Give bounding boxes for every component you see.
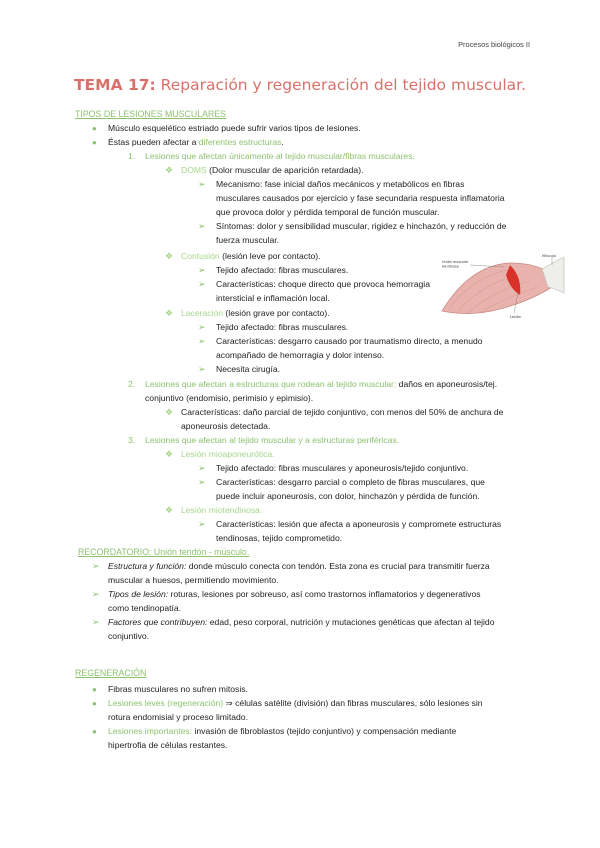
arrow-bullet-icon: ➢: [198, 519, 206, 529]
arrow-bullet-icon: ➢: [198, 179, 206, 189]
list-item: Lesiones leves (regeneración) ⇒ células satélite (división) dan fibras musculares, sólo lesiones sin: [108, 698, 483, 708]
sub-item-mioaponeurotica: Lesión mioaponeurótica.: [181, 449, 275, 459]
text-line: Necesita cirugía.: [216, 364, 281, 374]
text-line: acompañado de hemorragia y dolor intenso.: [216, 350, 385, 360]
diamond-bullet-icon: ❖: [165, 449, 174, 459]
numbered-item: Lesiones que afectan a estructuras que rodean al tejido muscular: daños en aponeurosis/tej.: [145, 379, 498, 389]
arrow-bullet-icon: ➢: [92, 589, 100, 599]
arrow-bullet-icon: ➢: [198, 364, 206, 374]
bullet-icon: ●: [92, 727, 97, 736]
list-number: 1.: [128, 151, 136, 161]
numbered-item: Lesiones que afectan únicamente al tejido muscular/fibras musculares.: [145, 151, 415, 161]
list-item: Lesiones importantes: invasión de fibroblastos (tejido conjuntivo) y compensación mediante: [108, 726, 457, 736]
text-line: intersticial e inflamación local.: [216, 293, 330, 303]
image-label: tendinosa: [442, 264, 459, 269]
image-label: Unión muscular: [442, 260, 469, 264]
list-item: Músculo esquelético estriado puede sufrir varios tipos de lesiones.: [108, 123, 361, 133]
text-line: Tejido afectado: fibras musculares.: [216, 265, 349, 275]
text-line: Factores que contribuyen: edad, peso corporal, nutrición y mutaciones genéticas que afectan al tejido: [108, 617, 495, 627]
bullet-icon: ●: [92, 124, 97, 133]
text-line: Tejido afectado: fibras musculares.: [216, 322, 349, 332]
arrow-bullet-icon: ➢: [198, 463, 206, 473]
arrow-bullet-icon: ➢: [198, 279, 206, 289]
text-line: Síntomas: dolor y sensibilidad muscular, rigidez e hinchazón, y reducción de: [216, 221, 507, 231]
arrow-bullet-icon: ➢: [198, 336, 206, 346]
text-line: Tipos de lesión: roturas, lesiones por sobreuso, así como trastornos inflamatorios y degenerativos: [108, 589, 481, 599]
text-line: que provoca dolor y pérdida temporal de función muscular.: [216, 207, 440, 217]
text-line: Mecanismo: fase inicial daños mecánicos y metabólicos en fibras: [216, 179, 465, 189]
arrow-bullet-icon: ➢: [92, 561, 100, 571]
diamond-bullet-icon: ❖: [165, 165, 174, 175]
text-line: Tejido afectado: fibras musculares y aponeurosis/tejido conjuntivo.: [216, 463, 469, 473]
text-line: Características: desgarro causado por traumatismo directo, a menudo: [216, 336, 483, 346]
text-line: tendinosas, tejido comprometido.: [216, 533, 343, 543]
text-line: musculares causados por ejercicio y fase secundaria respuesta inflamatoria: [216, 193, 505, 203]
bullet-icon: ●: [92, 685, 97, 694]
page-title: [0, 75, 600, 95]
list-number: 3.: [128, 435, 136, 445]
text-line: Características: daño parcial de tejido conjuntivo, con menos del 50% de anchura de: [181, 407, 504, 417]
list-item: Éstas pueden afectar a diferentes estructuras.: [108, 137, 284, 147]
text-line: hipertrofia de células restantes.: [108, 740, 228, 750]
text-line: fuerza muscular.: [216, 235, 280, 245]
text-line: rotura endomisial y proceso limitado.: [108, 712, 248, 722]
title-number: TEMA 17:: [73, 76, 156, 94]
title-text: Reparación y regeneración del tejido muscular.: [160, 76, 526, 94]
arrow-bullet-icon: ➢: [198, 322, 206, 332]
text-line: Estructura y función: donde músculo conecta con tendón. Esta zona es crucial para transmitir fuerza: [108, 561, 490, 571]
bullet-icon: ●: [92, 138, 97, 147]
sub-item-contusion: Contusión (lesión leve por contacto).: [181, 251, 321, 261]
text-line: muscular a huesos, permitiendo movimiento.: [108, 575, 279, 585]
diamond-bullet-icon: ❖: [165, 308, 174, 318]
header-subject: Procesos biológicos II: [458, 40, 530, 49]
text-line: Características: choque directo que provoca hemorragia: [216, 279, 431, 289]
arrow-bullet-icon: ➢: [92, 617, 100, 627]
reminder-title: RECORDATORIO: Unión tendón - músculo.: [78, 547, 250, 557]
diamond-bullet-icon: ❖: [165, 407, 174, 417]
sub-item-doms: DOMS (Dolor muscular de aparición retardada).: [181, 165, 364, 175]
text-line: conjuntivo.: [108, 631, 150, 641]
text-line: aponeurosis detectada.: [181, 421, 271, 431]
text-line: como tendinopatía.: [108, 603, 182, 613]
text-line: Características: lesión que afecta a aponeurosis y compromete estructuras: [216, 519, 502, 529]
arrow-bullet-icon: ➢: [198, 221, 206, 231]
section-title-regeneracion: REGENERACIÓN: [75, 668, 147, 678]
text-line: Características: desgarro parcial o completo de fibras musculares, que: [216, 477, 485, 487]
arrow-bullet-icon: ➢: [198, 265, 206, 275]
list-item: Fibras musculares no sufren mitosis.: [108, 684, 248, 694]
image-label: Lesión: [510, 315, 521, 319]
bullet-icon: ●: [92, 699, 97, 708]
section-title-tipos: TIPOS DE LESIONES MUSCULARES: [75, 109, 227, 119]
diamond-bullet-icon: ❖: [165, 505, 174, 515]
sub-item-miotendinosa: Lesión miotendinosa.: [181, 505, 263, 515]
arrow-bullet-icon: ➢: [198, 477, 206, 487]
text-line: puede incluir aponeurosis, con dolor, hinchazón y pérdida de función.: [216, 491, 480, 501]
text-line: conjuntivo (endomisio, perimisio y epimisio).: [145, 393, 314, 403]
sub-item-laceracion: Laceración (lesión grave por contacto).: [181, 308, 330, 318]
muscle-injury-illustration: [440, 253, 565, 321]
diamond-bullet-icon: ❖: [165, 251, 174, 261]
numbered-item: Lesiones que afectan al tejido muscular y a estructuras periféricas.: [145, 435, 400, 445]
image-label: Músculo: [542, 254, 556, 258]
list-number: 2.: [128, 379, 136, 389]
